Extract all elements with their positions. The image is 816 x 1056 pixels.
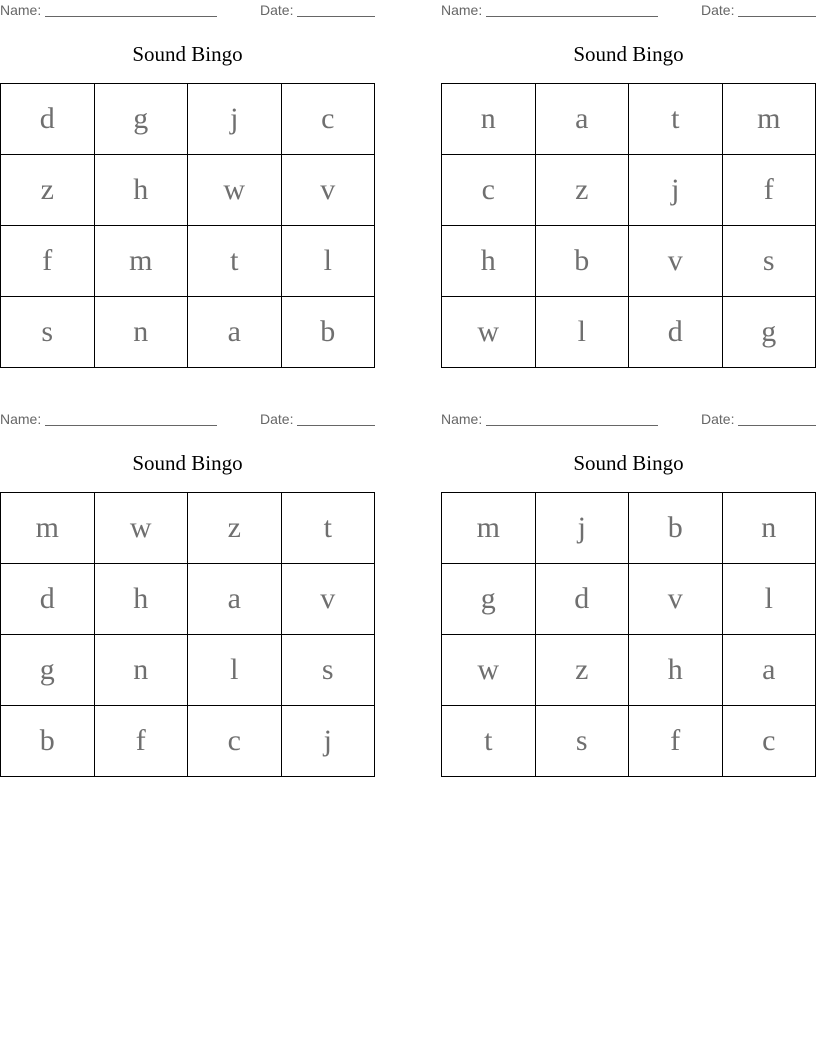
bingo-cell: a bbox=[188, 564, 282, 635]
bingo-cell: f bbox=[722, 155, 816, 226]
bingo-grid bbox=[441, 83, 816, 368]
bingo-cell: v bbox=[629, 564, 723, 635]
grid-row bbox=[442, 493, 816, 564]
bingo-cell: g bbox=[442, 564, 536, 635]
grid-row bbox=[1, 297, 375, 368]
bingo-cell: t bbox=[281, 493, 375, 564]
grid-row bbox=[442, 297, 816, 368]
grid-row bbox=[442, 155, 816, 226]
bingo-cell: h bbox=[94, 564, 188, 635]
bingo-grid bbox=[0, 83, 375, 368]
bingo-cell: n bbox=[94, 297, 188, 368]
name-blank-line bbox=[45, 425, 217, 426]
bingo-cell: w bbox=[442, 635, 536, 706]
bingo-cell: n bbox=[94, 635, 188, 706]
card-title: Sound Bingo bbox=[573, 42, 684, 66]
bingo-cell: h bbox=[442, 226, 536, 297]
card-title: Sound Bingo bbox=[132, 451, 243, 475]
name-date-row bbox=[0, 411, 375, 429]
bingo-cell: s bbox=[281, 635, 375, 706]
grid-row bbox=[1, 706, 375, 777]
bingo-cell: w bbox=[442, 297, 536, 368]
grid-row bbox=[442, 635, 816, 706]
bingo-cell: f bbox=[1, 226, 95, 297]
bingo-cell: l bbox=[535, 297, 629, 368]
date-label: Date: bbox=[260, 2, 294, 18]
bingo-cell: s bbox=[722, 226, 816, 297]
bingo-cell: g bbox=[722, 297, 816, 368]
bingo-cell: j bbox=[629, 155, 723, 226]
bingo-cell: f bbox=[94, 706, 188, 777]
bingo-card bbox=[0, 0, 375, 365]
bingo-cell: g bbox=[94, 84, 188, 155]
bingo-cell: j bbox=[535, 493, 629, 564]
grid-row bbox=[1, 155, 375, 226]
date-label: Date: bbox=[701, 411, 735, 427]
name-label: Name: bbox=[0, 2, 42, 18]
bingo-cell: l bbox=[722, 564, 816, 635]
bingo-cell: n bbox=[442, 84, 536, 155]
bingo-cell: m bbox=[722, 84, 816, 155]
bingo-cell: d bbox=[535, 564, 629, 635]
bingo-cell: t bbox=[188, 226, 282, 297]
bingo-cell: c bbox=[188, 706, 282, 777]
grid-row bbox=[442, 226, 816, 297]
bingo-card bbox=[441, 409, 816, 774]
bingo-cell: z bbox=[1, 155, 95, 226]
grid-row bbox=[442, 564, 816, 635]
date-blank-line bbox=[297, 425, 375, 426]
bingo-cell: v bbox=[629, 226, 723, 297]
bingo-cell: m bbox=[94, 226, 188, 297]
grid-row bbox=[1, 564, 375, 635]
bingo-cell: d bbox=[1, 564, 95, 635]
grid-row bbox=[1, 84, 375, 155]
bingo-cell: z bbox=[188, 493, 282, 564]
name-date-row bbox=[0, 2, 375, 20]
bingo-cell: a bbox=[722, 635, 816, 706]
bingo-cell: z bbox=[535, 155, 629, 226]
name-blank-line bbox=[45, 16, 217, 17]
bingo-cell: b bbox=[1, 706, 95, 777]
bingo-grid bbox=[441, 492, 816, 777]
bingo-cell: a bbox=[535, 84, 629, 155]
bingo-cell: g bbox=[1, 635, 95, 706]
bingo-cell: a bbox=[188, 297, 282, 368]
card-title: Sound Bingo bbox=[573, 451, 684, 475]
bingo-cell: l bbox=[281, 226, 375, 297]
date-blank-line bbox=[738, 16, 816, 17]
bingo-cell: s bbox=[1, 297, 95, 368]
bingo-cell: z bbox=[535, 635, 629, 706]
bingo-cell: m bbox=[442, 493, 536, 564]
name-blank-line bbox=[486, 16, 658, 17]
grid-row bbox=[442, 706, 816, 777]
date-blank-line bbox=[297, 16, 375, 17]
bingo-cell: w bbox=[188, 155, 282, 226]
bingo-cell: j bbox=[281, 706, 375, 777]
grid-row bbox=[1, 226, 375, 297]
bingo-cell: b bbox=[535, 226, 629, 297]
name-date-row bbox=[441, 2, 816, 20]
bingo-cell: v bbox=[281, 155, 375, 226]
grid-row bbox=[1, 493, 375, 564]
name-blank-line bbox=[486, 425, 658, 426]
name-label: Name: bbox=[441, 411, 483, 427]
name-label: Name: bbox=[0, 411, 42, 427]
bingo-cell: h bbox=[629, 635, 723, 706]
bingo-cell: t bbox=[629, 84, 723, 155]
bingo-cell: b bbox=[281, 297, 375, 368]
grid-row bbox=[1, 635, 375, 706]
grid-row bbox=[442, 84, 816, 155]
bingo-cell: c bbox=[281, 84, 375, 155]
bingo-grid bbox=[0, 492, 375, 777]
bingo-cell: w bbox=[94, 493, 188, 564]
name-label: Name: bbox=[441, 2, 483, 18]
bingo-cell: m bbox=[1, 493, 95, 564]
bingo-cell: l bbox=[188, 635, 282, 706]
bingo-cell: s bbox=[535, 706, 629, 777]
name-date-row bbox=[441, 411, 816, 429]
bingo-cell: v bbox=[281, 564, 375, 635]
date-label: Date: bbox=[260, 411, 294, 427]
bingo-cell: d bbox=[629, 297, 723, 368]
bingo-cell: h bbox=[94, 155, 188, 226]
bingo-card bbox=[0, 409, 375, 774]
card-title: Sound Bingo bbox=[132, 42, 243, 66]
bingo-cell: c bbox=[442, 155, 536, 226]
bingo-card bbox=[441, 0, 816, 365]
date-blank-line bbox=[738, 425, 816, 426]
bingo-cell: n bbox=[722, 493, 816, 564]
bingo-cell: t bbox=[442, 706, 536, 777]
bingo-cell: b bbox=[629, 493, 723, 564]
bingo-cell: f bbox=[629, 706, 723, 777]
bingo-cell: j bbox=[188, 84, 282, 155]
bingo-cell: d bbox=[1, 84, 95, 155]
bingo-cell: c bbox=[722, 706, 816, 777]
date-label: Date: bbox=[701, 2, 735, 18]
